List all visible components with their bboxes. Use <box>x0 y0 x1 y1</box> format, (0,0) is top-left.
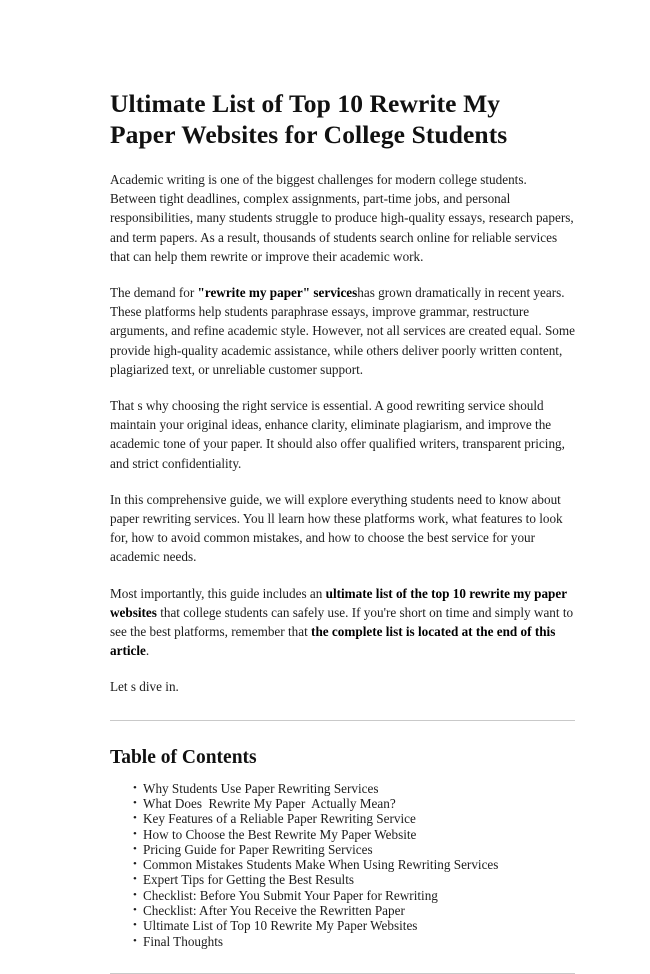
table-of-contents-heading: Table of Contents <box>110 746 257 768</box>
list-item[interactable] <box>133 888 575 903</box>
list-item-label: Pricing Guide for Paper Rewriting Services <box>143 841 373 857</box>
bullet-icon: • <box>133 858 137 871</box>
bullet-icon: • <box>133 919 137 932</box>
ultimate-list-lead: Most importantly, this guide includes an <box>110 585 326 601</box>
list-item[interactable] <box>133 781 575 796</box>
bullet-icon: • <box>133 842 137 855</box>
list-item-label: Key Features of a Reliable Paper Rewriting Service <box>143 811 416 827</box>
bullet-icon: • <box>133 934 137 947</box>
list-item-label: Common Mistakes Students Make When Using Rewriting Services <box>143 857 499 873</box>
bullet-icon: • <box>133 812 137 825</box>
demand-paragraph-emphasis: "rewrite my paper" services <box>197 285 358 301</box>
list-item[interactable] <box>133 903 575 918</box>
page-title-line-2: Paper Websites for College Students <box>110 120 508 149</box>
list-item-label: How to Choose the Best Rewrite My Paper Website <box>143 826 417 842</box>
list-item[interactable] <box>133 842 575 857</box>
list-item-label: Ultimate List of Top 10 Rewrite My Paper Websites <box>143 918 418 934</box>
ultimate-list-tail: . <box>145 643 150 659</box>
bullet-icon: • <box>133 904 137 917</box>
ultimate-list-paragraph <box>110 567 575 661</box>
list-item[interactable] <box>133 811 575 826</box>
document-content-column <box>110 0 575 974</box>
list-item-label: Final Thoughts <box>143 933 223 949</box>
list-item-label: What Does Rewrite My Paper Actually Mean? <box>143 795 396 811</box>
list-item[interactable] <box>133 827 575 842</box>
bullet-icon: • <box>133 796 137 809</box>
list-item-label: Why Students Use Paper Rewriting Services <box>143 780 379 796</box>
choosing-service-paragraph: That s why choosing the right service is essential. A good rewriting service should maintain your original ideas, enhance clarity, eliminate plagiarism, and improve the academic tone of your paper. It should also offer qualified writers, transparent pricing, and strict confidentiality. <box>110 398 565 471</box>
ultimate-list-middle: that college students can safely use. If you're short on time and simply want to see the best platforms, remember that <box>110 604 574 640</box>
table-of-contents-list <box>110 770 575 949</box>
guide-overview-paragraph: In this comprehensive guide, we will explore everything students need to know about paper rewriting services. You ll learn how these platforms work, what features to look for, how to avoid common mistakes, and how to choose the best service for your academic needs. <box>110 491 563 565</box>
page-title-line-1: Ultimate List of Top 10 Rewrite My <box>110 89 501 118</box>
closing-line-paragraph: Let s dive in. <box>110 679 179 695</box>
list-item[interactable] <box>133 796 575 811</box>
list-item[interactable] <box>133 934 575 949</box>
bullet-icon: • <box>133 873 137 886</box>
demand-paragraph <box>110 266 575 379</box>
list-item-label: Expert Tips for Getting the Best Results <box>143 872 354 888</box>
list-item[interactable] <box>133 872 575 887</box>
list-item[interactable] <box>133 918 575 933</box>
list-item-label: Checklist: Before You Submit Your Paper for Rewriting <box>143 887 438 903</box>
list-item[interactable] <box>133 857 575 872</box>
bullet-icon: • <box>133 827 137 840</box>
intro-paragraph: Academic writing is one of the biggest challenges for modern college students. Between tight deadlines, complex assignments, part-time jobs, and personal responsibilities, many students struggle to produce high-quality essays, research papers, and term papers. As a result, thousands of students search online for reliable services that can help them rewrite or improve their academic work. <box>110 172 574 264</box>
bullet-icon: • <box>133 781 137 794</box>
demand-paragraph-lead: The demand for <box>110 285 198 301</box>
ultimate-list-emphasis-primary: ultimate list of the top 10 rewrite my paper websites <box>110 585 567 620</box>
ultimate-list-emphasis-secondary: the complete list is located at the end of this article <box>110 624 556 659</box>
bullet-icon: • <box>133 888 137 901</box>
demand-paragraph-tail: has grown dramatically in recent years. These platforms help students paraphrase essays, improve grammar, restructure arguments, and refine academic style. However, not all services are created equal. Some provide high-quality academic assistance, while others deliver poorly written content, plagiarized text, or unreliable customer support. <box>110 285 575 377</box>
page-title <box>110 0 575 150</box>
list-item-label: Checklist: After You Receive the Rewritten Paper <box>143 903 405 919</box>
